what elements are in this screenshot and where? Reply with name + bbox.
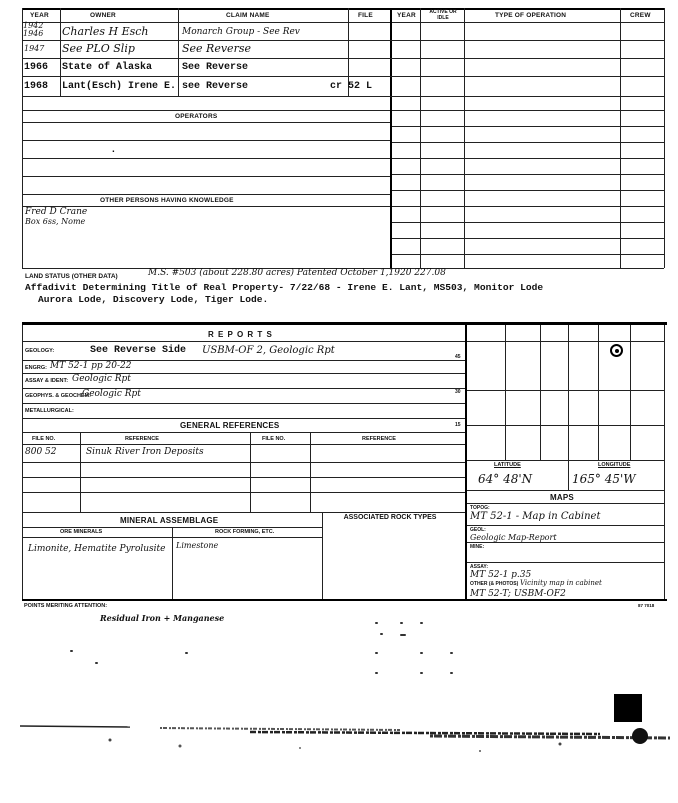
ref-row-1-reference: Sinuk River Iron Deposits [86,447,204,457]
engrg-value: MT 52-1 pp 20-22 [50,361,132,371]
general-references-title: GENERAL REFERENCES [180,421,280,430]
owner-row-4-file: cr 52 L [330,81,373,92]
owner-row-3-owner: State of Alaska [62,62,153,73]
topog-label: TOPOG: [470,505,490,511]
scan-speck [400,622,403,624]
owner-row-1-year: 1942 1946 [23,21,44,38]
other-photos-value-1: Vicinity map in cabinet [520,579,602,587]
geophys-geochem-value: Geologic Rpt [82,389,141,399]
associated-rock-types-label: ASSOCIATED ROCK TYPES [343,514,437,521]
scan-speck [70,650,73,652]
scan-speck [375,672,378,674]
scan-speck [375,622,378,624]
metallurgical-label: METALLURGICAL: [25,408,74,414]
header-year-2: YEAR [397,12,416,19]
topog-value: MT 52-1 - Map in Cabinet [470,511,601,522]
other-persons-label: OTHER PERSONS HAVING KNOWLEDGE [100,197,234,204]
scan-speck [400,634,406,636]
mineral-assemblage-title: MINERAL ASSEMBLAGE [120,516,219,525]
ore-minerals-label: ORE MINERALS [60,529,103,535]
scan-speck [375,652,378,654]
header-type-of-operation: TYPE OF OPERATION [495,12,567,19]
header-crew: CREW [630,12,651,19]
owner-row-4-year: 1968 [24,81,49,92]
land-status-line-2: Aurora Lode, Discovery Lode, Tiger Lode. [38,294,269,305]
margin-number-30: 30 [455,389,461,395]
reports-title: R E P O R T S [208,330,273,339]
rock-forming-value: Limestone [176,541,219,550]
ref-row-1-file: 800 52 [25,447,57,457]
other-person-address: Box 6ss, Nome [25,217,86,226]
geology-label: GEOLOGY: [25,348,55,354]
scan-speck [380,633,383,635]
geology-handwritten: USBM-OF 2, Geologic Rpt [202,345,335,356]
operators-note: . [112,144,115,155]
assay-map-label: ASSAY: [470,564,489,570]
form-number: 87 7018 [638,603,655,608]
assay-ident-label: ASSAY & IDENT: [25,378,69,384]
scan-speck [185,652,188,654]
mine-label: MINE: [470,544,485,550]
header-owner: OWNER [90,12,116,19]
geol-label: GEOL: [470,527,486,533]
ref-col-file-no: FILE NO. [32,436,56,442]
operators-label: OPERATORS [175,113,218,120]
owner-row-3-claim: See Reverse [182,62,249,73]
scan-speck [420,622,423,624]
geology-value: See Reverse Side [90,345,187,356]
land-status-line-1: Affadivit Determining Title of Real Property- 7/22/68 - Irene E. Lant, MS503, Monitor Lode [25,282,544,293]
ref-col-reference: REFERENCE [125,436,159,442]
owner-row-1-owner: Charles H Esch [62,25,149,38]
owner-row-2-year: 1947 [24,44,45,53]
scan-speck [450,672,453,674]
header-active-or-idle: ACTIVE OR IDLE [429,9,457,21]
scan-speck [420,672,423,674]
assay-ident-value: Geologic Rpt [72,374,131,384]
header-file: FILE [358,12,373,19]
margin-number-45: 45 [455,354,461,360]
owner-row-1-claim: Monarch Group - See Rev [182,27,300,37]
geophys-geochem-label: GEOPHYS. & GEOCHEM: [25,393,92,399]
geol-value: Geologic Map-Report [470,533,557,542]
margin-number-15: 15 [455,422,461,428]
ref-col-reference-2: REFERENCE [362,436,396,442]
longitude-value: 165° 45'W [572,472,636,486]
maps-title: MAPS [550,493,574,502]
land-status-handwritten: M.S. #503 (about 228.80 acres) Patented October 1,1920 227.08 [148,268,446,278]
scan-noise-band [0,718,678,758]
other-photos-value-2: MT 52-T; USBM-OF2 [470,589,566,599]
land-status-label: LAND STATUS (OTHER DATA) [25,273,118,280]
points-meriting-value: Residual Iron + Manganese [100,613,225,623]
owner-row-2-owner: See PLO Slip [62,42,135,55]
assay-map-value: MT 52-1 p.35 [470,570,532,580]
owner-row-3-year: 1966 [24,62,49,73]
other-photos-label: OTHER (& PHOTOS) [470,581,519,587]
header-year: YEAR [30,12,49,19]
scan-speck [420,652,423,654]
engrg-label: ENGRG: [25,365,47,371]
ref-col-file-no-2: FILE NO. [262,436,286,442]
rock-forming-label: ROCK FORMING, ETC. [215,529,275,535]
latitude-value: 64° 48'N [478,472,533,486]
target-circle-icon [610,344,623,357]
owner-row-2-claim: See Reverse [182,42,251,55]
scan-speck [95,662,98,664]
latitude-label: LATITUDE [494,462,521,468]
scan-speck [450,652,453,654]
other-person-name: Fred D Crane [25,207,88,217]
header-claim-name: CLAIM NAME [226,12,270,19]
longitude-label: LONGITUDE [598,462,631,468]
points-meriting-label: POINTS MERITING ATTENTION: [24,603,108,609]
ore-minerals-value: Limonite, Hematite Pyrolusite [28,544,166,554]
owner-row-4-owner: Lant(Esch) Irene E. see Reverse [62,81,249,92]
